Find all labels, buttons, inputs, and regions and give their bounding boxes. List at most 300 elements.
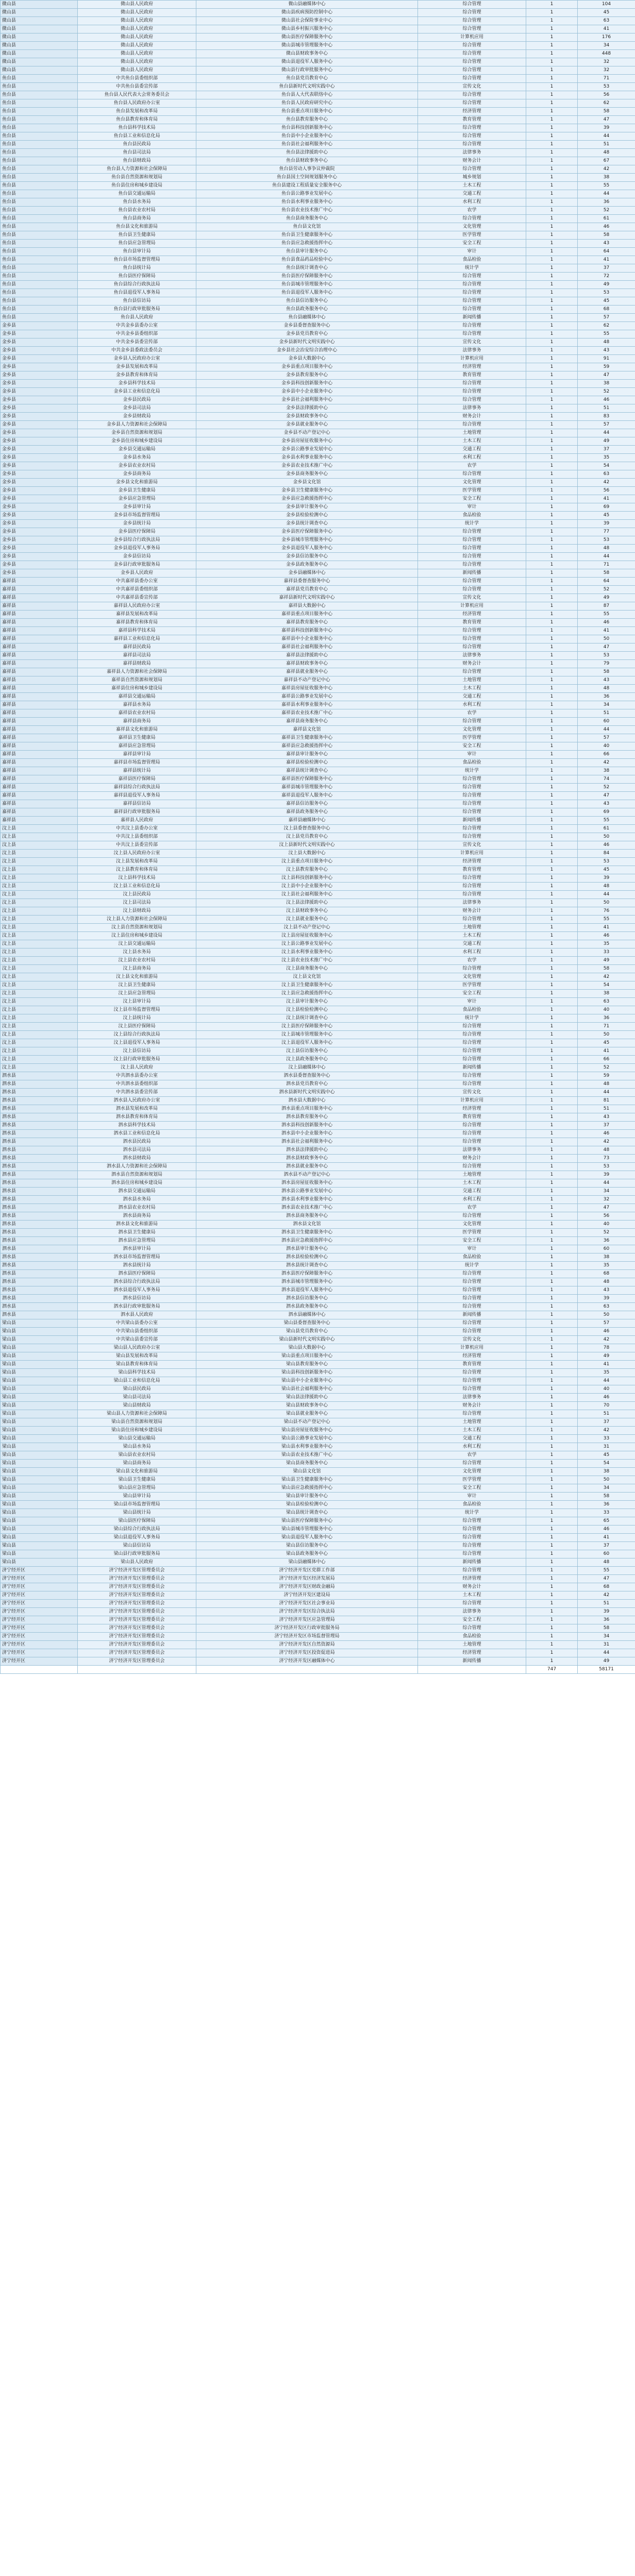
major-cell: 教育管理 bbox=[418, 619, 526, 627]
major-cell: 法律事务 bbox=[418, 652, 526, 660]
area-cell: 嘉祥县 bbox=[1, 668, 78, 676]
major-cell: 水利工程 bbox=[418, 948, 526, 957]
applicants-cell: 45 bbox=[578, 297, 635, 306]
table-row bbox=[1, 330, 635, 338]
area-cell: 金乡县 bbox=[1, 462, 78, 470]
unit-cell: 鱼台县信访局 bbox=[78, 297, 196, 306]
applicants-cell: 84 bbox=[578, 850, 635, 858]
unit-cell: 鱼台县教育和体育局 bbox=[78, 116, 196, 124]
count-cell: 1 bbox=[526, 182, 578, 190]
count-cell: 1 bbox=[526, 1361, 578, 1369]
count-cell: 1 bbox=[526, 767, 578, 775]
major-cell: 综合管理 bbox=[418, 281, 526, 289]
area-cell: 嘉祥县 bbox=[1, 817, 78, 825]
count-cell: 1 bbox=[526, 495, 578, 503]
area-cell: 鱼台县 bbox=[1, 165, 78, 174]
unit-cell: 梁山县科学技术局 bbox=[78, 1369, 196, 1377]
applicants-cell: 49 bbox=[578, 957, 635, 965]
count-cell: 1 bbox=[526, 1575, 578, 1583]
area-cell: 泗水县 bbox=[1, 1138, 78, 1146]
applicants-cell: 51 bbox=[578, 1410, 635, 1418]
applicants-cell: 50 bbox=[578, 899, 635, 907]
post-cell: 微山县乡村振兴服务中心 bbox=[196, 25, 418, 33]
major-cell: 综合管理 bbox=[418, 561, 526, 569]
major-cell: 综合管理 bbox=[418, 1567, 526, 1575]
count-cell: 1 bbox=[526, 916, 578, 924]
area-cell: 鱼台县 bbox=[1, 240, 78, 248]
area-cell: 嘉祥县 bbox=[1, 619, 78, 627]
major-cell: 综合管理 bbox=[418, 215, 526, 223]
table-row bbox=[1, 578, 635, 586]
major-cell: 文化管理 bbox=[418, 1221, 526, 1229]
count-cell: 1 bbox=[526, 1517, 578, 1526]
post-cell: 金乡县商务服务中心 bbox=[196, 470, 418, 479]
unit-cell: 梁山县工业和信息化局 bbox=[78, 1377, 196, 1385]
area-cell: 嘉祥县 bbox=[1, 792, 78, 800]
post-cell: 鱼台县新时代文明实践中心 bbox=[196, 83, 418, 91]
unit-cell: 微山县人民政府 bbox=[78, 25, 196, 33]
table-row bbox=[1, 9, 635, 17]
post-cell: 梁山县商务服务中心 bbox=[196, 1460, 418, 1468]
post-cell: 梁山县农业技术推广中心 bbox=[196, 1451, 418, 1460]
post-cell: 泗水县水利事业服务中心 bbox=[196, 1196, 418, 1204]
unit-cell: 嘉祥县自然资源和规划局 bbox=[78, 676, 196, 685]
unit-cell: 嘉祥县司法局 bbox=[78, 652, 196, 660]
post-cell: 金乡县政务服务中心 bbox=[196, 561, 418, 569]
area-cell: 嘉祥县 bbox=[1, 784, 78, 792]
applicants-cell: 37 bbox=[578, 446, 635, 454]
count-cell: 1 bbox=[526, 874, 578, 883]
count-cell: 1 bbox=[526, 132, 578, 141]
table-row bbox=[1, 932, 635, 940]
post-cell: 嘉祥县商务服务中心 bbox=[196, 718, 418, 726]
count-cell: 1 bbox=[526, 413, 578, 421]
table-row bbox=[1, 990, 635, 998]
table-row bbox=[1, 322, 635, 330]
table-row bbox=[1, 643, 635, 652]
area-cell: 泗水县 bbox=[1, 1072, 78, 1080]
area-cell: 嘉祥县 bbox=[1, 742, 78, 751]
table-row bbox=[1, 965, 635, 973]
post-cell: 汶上县政务服务中心 bbox=[196, 1056, 418, 1064]
table-row bbox=[1, 1014, 635, 1023]
applicants-cell: 63 bbox=[578, 1303, 635, 1311]
post-cell: 汶上县重点项目服务中心 bbox=[196, 858, 418, 866]
area-cell: 嘉祥县 bbox=[1, 734, 78, 742]
applicants-cell: 50 bbox=[578, 1476, 635, 1484]
area-cell: 汶上县 bbox=[1, 1031, 78, 1039]
table-row bbox=[1, 149, 635, 157]
area-cell: 济宁经开区 bbox=[1, 1624, 78, 1633]
applicants-cell: 176 bbox=[578, 33, 635, 42]
table-row bbox=[1, 198, 635, 207]
table-row bbox=[1, 1542, 635, 1550]
area-cell: 金乡县 bbox=[1, 413, 78, 421]
table-row bbox=[1, 182, 635, 190]
major-cell: 法律事务 bbox=[418, 347, 526, 355]
applicants-cell: 40 bbox=[578, 1385, 635, 1394]
count-cell: 1 bbox=[526, 742, 578, 751]
table-row bbox=[1, 1575, 635, 1583]
post-cell: 济宁经济开发区融媒体中心 bbox=[196, 1657, 418, 1666]
applicants-cell: 64 bbox=[578, 248, 635, 256]
area-cell: 金乡县 bbox=[1, 520, 78, 528]
table-row bbox=[1, 817, 635, 825]
post-cell: 嘉祥县法律援助中心 bbox=[196, 652, 418, 660]
count-cell: 1 bbox=[526, 1146, 578, 1155]
unit-cell: 梁山县民政局 bbox=[78, 1385, 196, 1394]
count-cell: 1 bbox=[526, 66, 578, 75]
applicants-cell: 48 bbox=[578, 338, 635, 347]
area-cell: 济宁经开区 bbox=[1, 1649, 78, 1657]
unit-cell: 嘉祥县交通运输局 bbox=[78, 693, 196, 701]
post-cell: 汶上县科技创新服务中心 bbox=[196, 874, 418, 883]
table-row bbox=[1, 545, 635, 553]
table-row bbox=[1, 1501, 635, 1509]
unit-cell: 梁山县统计局 bbox=[78, 1509, 196, 1517]
major-cell: 综合管理 bbox=[418, 421, 526, 429]
unit-cell: 梁山县人民政府 bbox=[78, 1558, 196, 1567]
applicants-cell: 56 bbox=[578, 91, 635, 99]
post-cell: 泗水县医疗保障服务中心 bbox=[196, 1270, 418, 1278]
unit-cell: 鱼台县人民代表大会常务委员会 bbox=[78, 91, 196, 99]
applicants-cell: 55 bbox=[578, 330, 635, 338]
count-cell: 1 bbox=[526, 215, 578, 223]
major-cell: 教育管理 bbox=[418, 1361, 526, 1369]
area-cell: 梁山县 bbox=[1, 1534, 78, 1542]
applicants-cell: 62 bbox=[578, 99, 635, 108]
table-row bbox=[1, 800, 635, 808]
table-row bbox=[1, 833, 635, 841]
major-cell: 综合管理 bbox=[418, 578, 526, 586]
major-cell: 综合管理 bbox=[418, 1377, 526, 1385]
post-cell: 嘉祥县财政事务中心 bbox=[196, 660, 418, 668]
table-row bbox=[1, 165, 635, 174]
post-cell: 微山县行政审批服务中心 bbox=[196, 66, 418, 75]
major-cell: 综合管理 bbox=[418, 380, 526, 388]
unit-cell: 泗水县人民政府 bbox=[78, 1311, 196, 1319]
post-cell: 汶上县商务服务中心 bbox=[196, 965, 418, 973]
count-cell: 1 bbox=[526, 734, 578, 742]
post-cell: 鱼台县审计服务中心 bbox=[196, 248, 418, 256]
count-cell: 1 bbox=[526, 124, 578, 132]
table-row bbox=[1, 825, 635, 833]
post-cell: 金乡县法律援助中心 bbox=[196, 404, 418, 413]
count-cell: 1 bbox=[526, 1649, 578, 1657]
major-cell: 综合管理 bbox=[418, 388, 526, 396]
table-row bbox=[1, 693, 635, 701]
count-cell: 1 bbox=[526, 1105, 578, 1113]
post-cell: 鱼台县建设工程质量安全服务中心 bbox=[196, 182, 418, 190]
post-cell: 梁山县中小企业服务中心 bbox=[196, 1377, 418, 1385]
area-cell: 汶上县 bbox=[1, 825, 78, 833]
unit-cell: 金乡县卫生健康局 bbox=[78, 487, 196, 495]
applicants-cell: 58 bbox=[578, 108, 635, 116]
applicants-cell: 43 bbox=[578, 347, 635, 355]
post-cell: 汶上县检验检测中心 bbox=[196, 1006, 418, 1014]
applicants-cell: 50 bbox=[578, 1031, 635, 1039]
table-row bbox=[1, 1361, 635, 1369]
table-row bbox=[1, 1212, 635, 1221]
major-cell: 交通工程 bbox=[418, 693, 526, 701]
count-cell: 1 bbox=[526, 1138, 578, 1146]
count-cell: 1 bbox=[526, 1221, 578, 1229]
major-cell: 经济管理 bbox=[418, 1575, 526, 1583]
area-cell: 梁山县 bbox=[1, 1394, 78, 1402]
post-cell: 梁山县审计服务中心 bbox=[196, 1493, 418, 1501]
post-cell: 鱼台县卫生健康服务中心 bbox=[196, 231, 418, 240]
post-cell: 金乡县检验检测中心 bbox=[196, 512, 418, 520]
area-cell: 鱼台县 bbox=[1, 141, 78, 149]
table-row bbox=[1, 1377, 635, 1385]
post-cell: 泗水县中小企业服务中心 bbox=[196, 1130, 418, 1138]
unit-cell: 泗水县医疗保障局 bbox=[78, 1270, 196, 1278]
post-cell: 梁山县科技创新服务中心 bbox=[196, 1369, 418, 1377]
post-cell: 金乡县就业服务中心 bbox=[196, 421, 418, 429]
table-row bbox=[1, 1179, 635, 1188]
count-cell: 1 bbox=[526, 289, 578, 297]
post-cell: 嘉祥县退役军人服务中心 bbox=[196, 792, 418, 800]
applicants-cell: 64 bbox=[578, 578, 635, 586]
post-cell: 嘉祥县大数据中心 bbox=[196, 602, 418, 611]
major-cell: 综合管理 bbox=[418, 874, 526, 883]
unit-cell: 汶上县市场监督管理局 bbox=[78, 1006, 196, 1014]
unit-cell: 梁山县司法局 bbox=[78, 1394, 196, 1402]
post-cell: 鱼台县教育服务中心 bbox=[196, 116, 418, 124]
applicants-cell: 63 bbox=[578, 17, 635, 25]
count-cell: 1 bbox=[526, 676, 578, 685]
applicants-cell: 55 bbox=[578, 611, 635, 619]
unit-cell: 微山县人民政府 bbox=[78, 58, 196, 66]
post-cell: 嘉祥县委督查服务中心 bbox=[196, 578, 418, 586]
unit-cell: 中共金乡县委办公室 bbox=[78, 322, 196, 330]
applicants-cell: 44 bbox=[578, 132, 635, 141]
major-cell: 综合管理 bbox=[418, 165, 526, 174]
table-row bbox=[1, 1328, 635, 1336]
unit-cell: 中共嘉祥县委办公室 bbox=[78, 578, 196, 586]
unit-cell: 金乡县住房和城乡建设局 bbox=[78, 437, 196, 446]
area-cell: 泗水县 bbox=[1, 1080, 78, 1089]
count-cell: 1 bbox=[526, 1006, 578, 1014]
area-cell: 嘉祥县 bbox=[1, 709, 78, 718]
post-cell: 微山县财政事务中心 bbox=[196, 50, 418, 58]
count-cell: 1 bbox=[526, 1163, 578, 1171]
area-cell: 梁山县 bbox=[1, 1427, 78, 1435]
applicants-cell: 68 bbox=[578, 1583, 635, 1591]
area-cell: 微山县 bbox=[1, 25, 78, 33]
count-cell: 1 bbox=[526, 207, 578, 215]
area-cell: 鱼台县 bbox=[1, 99, 78, 108]
table-row bbox=[1, 1311, 635, 1319]
area-cell: 金乡县 bbox=[1, 545, 78, 553]
area-cell: 泗水县 bbox=[1, 1245, 78, 1253]
count-cell: 1 bbox=[526, 108, 578, 116]
area-cell: 梁山县 bbox=[1, 1369, 78, 1377]
post-cell: 汶上县审计服务中心 bbox=[196, 998, 418, 1006]
area-cell: 汶上县 bbox=[1, 874, 78, 883]
table-row bbox=[1, 957, 635, 965]
count-cell: 1 bbox=[526, 1097, 578, 1105]
unit-cell: 嘉祥县市场监督管理局 bbox=[78, 759, 196, 767]
area-cell: 嘉祥县 bbox=[1, 635, 78, 643]
applicants-cell: 39 bbox=[578, 874, 635, 883]
table-row bbox=[1, 668, 635, 676]
applicants-cell: 43 bbox=[578, 240, 635, 248]
unit-cell: 鱼台县审计局 bbox=[78, 248, 196, 256]
post-cell: 微山县融媒体中心 bbox=[196, 1, 418, 9]
area-cell: 微山县 bbox=[1, 66, 78, 75]
unit-cell: 泗水县文化和旅游局 bbox=[78, 1221, 196, 1229]
table-row bbox=[1, 1600, 635, 1608]
applicants-cell: 65 bbox=[578, 1517, 635, 1526]
post-cell: 鱼台县国土空间规划服务中心 bbox=[196, 174, 418, 182]
unit-cell: 泗水县应急管理局 bbox=[78, 1237, 196, 1245]
major-cell: 审计 bbox=[418, 503, 526, 512]
post-cell: 鱼台县公路事业发展中心 bbox=[196, 190, 418, 198]
major-cell: 综合管理 bbox=[418, 1039, 526, 1047]
table-row bbox=[1, 363, 635, 371]
post-cell: 嘉祥县水利事业服务中心 bbox=[196, 701, 418, 709]
post-cell: 梁山县公路事业发展中心 bbox=[196, 1435, 418, 1443]
major-cell: 综合管理 bbox=[418, 124, 526, 132]
area-cell: 梁山县 bbox=[1, 1435, 78, 1443]
unit-cell: 济宁经济开发区管理委员会 bbox=[78, 1641, 196, 1649]
table-row bbox=[1, 462, 635, 470]
applicants-cell: 41 bbox=[578, 924, 635, 932]
post-cell: 鱼台县信访服务中心 bbox=[196, 297, 418, 306]
table-row bbox=[1, 899, 635, 907]
table-row bbox=[1, 413, 635, 421]
major-cell: 土地管理 bbox=[418, 1641, 526, 1649]
area-cell: 金乡县 bbox=[1, 355, 78, 363]
unit-cell: 鱼台县卫生健康局 bbox=[78, 231, 196, 240]
count-cell: 1 bbox=[526, 594, 578, 602]
unit-cell: 嘉祥县农业农村局 bbox=[78, 709, 196, 718]
unit-cell: 微山县人民政府 bbox=[78, 33, 196, 42]
applicants-cell: 78 bbox=[578, 1344, 635, 1352]
post-cell: 金乡县融媒体中心 bbox=[196, 569, 418, 578]
major-cell: 食品检验 bbox=[418, 256, 526, 264]
area-cell: 嘉祥县 bbox=[1, 627, 78, 635]
post-cell: 梁山县党员教育中心 bbox=[196, 1328, 418, 1336]
unit-cell: 鱼台县工业和信息化局 bbox=[78, 132, 196, 141]
unit-cell: 鱼台县文化和旅游局 bbox=[78, 223, 196, 231]
major-cell: 综合管理 bbox=[418, 1517, 526, 1526]
major-cell: 综合管理 bbox=[418, 1, 526, 9]
major-cell: 食品检验 bbox=[418, 1253, 526, 1262]
count-cell: 1 bbox=[526, 223, 578, 231]
table-row bbox=[1, 586, 635, 594]
applicants-cell: 57 bbox=[578, 1319, 635, 1328]
area-cell: 鱼台县 bbox=[1, 190, 78, 198]
major-cell: 综合管理 bbox=[418, 1410, 526, 1418]
applicants-cell: 39 bbox=[578, 124, 635, 132]
post-cell: 梁山县财政事务中心 bbox=[196, 1402, 418, 1410]
table-row bbox=[1, 1402, 635, 1410]
major-cell: 新闻传播 bbox=[418, 1311, 526, 1319]
applicants-cell: 56 bbox=[578, 487, 635, 495]
applicants-cell: 45 bbox=[578, 9, 635, 17]
post-cell: 金乡县公路事业发展中心 bbox=[196, 446, 418, 454]
table-row bbox=[1, 1295, 635, 1303]
applicants-cell: 41 bbox=[578, 1534, 635, 1542]
area-cell: 梁山县 bbox=[1, 1328, 78, 1336]
major-cell: 水利工程 bbox=[418, 198, 526, 207]
area-cell: 泗水县 bbox=[1, 1179, 78, 1188]
major-cell: 农学 bbox=[418, 462, 526, 470]
area-cell: 鱼台县 bbox=[1, 91, 78, 99]
applicants-cell: 42 bbox=[578, 165, 635, 174]
applicants-cell: 55 bbox=[578, 182, 635, 190]
count-cell: 1 bbox=[526, 437, 578, 446]
unit-cell: 济宁经济开发区管理委员会 bbox=[78, 1567, 196, 1575]
major-cell: 安全工程 bbox=[418, 1237, 526, 1245]
count-cell: 1 bbox=[526, 1402, 578, 1410]
unit-cell: 梁山县教育和体育局 bbox=[78, 1361, 196, 1369]
unit-cell: 嘉祥县应急管理局 bbox=[78, 742, 196, 751]
major-cell: 综合管理 bbox=[418, 1138, 526, 1146]
post-cell: 泗水县城市管理服务中心 bbox=[196, 1278, 418, 1286]
table-row bbox=[1, 446, 635, 454]
unit-cell: 嘉祥县科学技术局 bbox=[78, 627, 196, 635]
unit-cell: 鱼台县行政审批服务局 bbox=[78, 306, 196, 314]
area-cell: 梁山县 bbox=[1, 1542, 78, 1550]
major-cell: 医学管理 bbox=[418, 1476, 526, 1484]
post-cell: 嘉祥县审计服务中心 bbox=[196, 751, 418, 759]
applicants-cell: 41 bbox=[578, 1047, 635, 1056]
unit-cell: 金乡县应急管理局 bbox=[78, 495, 196, 503]
unit-cell: 梁山县退役军人事务局 bbox=[78, 1534, 196, 1542]
major-cell: 综合管理 bbox=[418, 536, 526, 545]
major-cell: 土地管理 bbox=[418, 429, 526, 437]
unit-cell: 金乡县水务局 bbox=[78, 454, 196, 462]
post-cell: 汶上县城市管理服务中心 bbox=[196, 1031, 418, 1039]
count-cell: 1 bbox=[526, 1089, 578, 1097]
major-cell: 计算机应用 bbox=[418, 1344, 526, 1352]
count-cell: 1 bbox=[526, 157, 578, 165]
major-cell: 审计 bbox=[418, 1493, 526, 1501]
post-cell: 济宁经济开发区建设局 bbox=[196, 1591, 418, 1600]
unit-cell: 泗水县审计局 bbox=[78, 1245, 196, 1253]
unit-cell: 汶上县综合行政执法局 bbox=[78, 1031, 196, 1039]
table-row bbox=[1, 1039, 635, 1047]
major-cell: 综合管理 bbox=[418, 396, 526, 404]
table-row bbox=[1, 83, 635, 91]
applicants-cell: 42 bbox=[578, 973, 635, 981]
area-cell: 济宁经开区 bbox=[1, 1608, 78, 1616]
table-row bbox=[1, 1418, 635, 1427]
applicants-cell: 44 bbox=[578, 726, 635, 734]
unit-cell: 鱼台县住房和城乡建设局 bbox=[78, 182, 196, 190]
unit-cell: 鱼台县司法局 bbox=[78, 149, 196, 157]
unit-cell: 泗水县住房和城乡建设局 bbox=[78, 1179, 196, 1188]
unit-cell: 中共梁山县委办公室 bbox=[78, 1319, 196, 1328]
unit-cell: 汶上县退役军人事务局 bbox=[78, 1039, 196, 1047]
count-cell: 1 bbox=[526, 470, 578, 479]
post-cell: 泗水县卫生健康服务中心 bbox=[196, 1229, 418, 1237]
applicants-cell: 48 bbox=[578, 545, 635, 553]
count-cell: 1 bbox=[526, 380, 578, 388]
table-row bbox=[1, 256, 635, 264]
post-cell: 金乡县应急救援指挥中心 bbox=[196, 495, 418, 503]
count-cell: 1 bbox=[526, 190, 578, 198]
count-cell: 1 bbox=[526, 1237, 578, 1245]
major-cell: 土木工程 bbox=[418, 437, 526, 446]
unit-cell: 汶上县发展和改革局 bbox=[78, 858, 196, 866]
post-cell: 汶上县法律援助中心 bbox=[196, 899, 418, 907]
applicants-cell: 48 bbox=[578, 1146, 635, 1155]
area-cell: 鱼台县 bbox=[1, 157, 78, 165]
